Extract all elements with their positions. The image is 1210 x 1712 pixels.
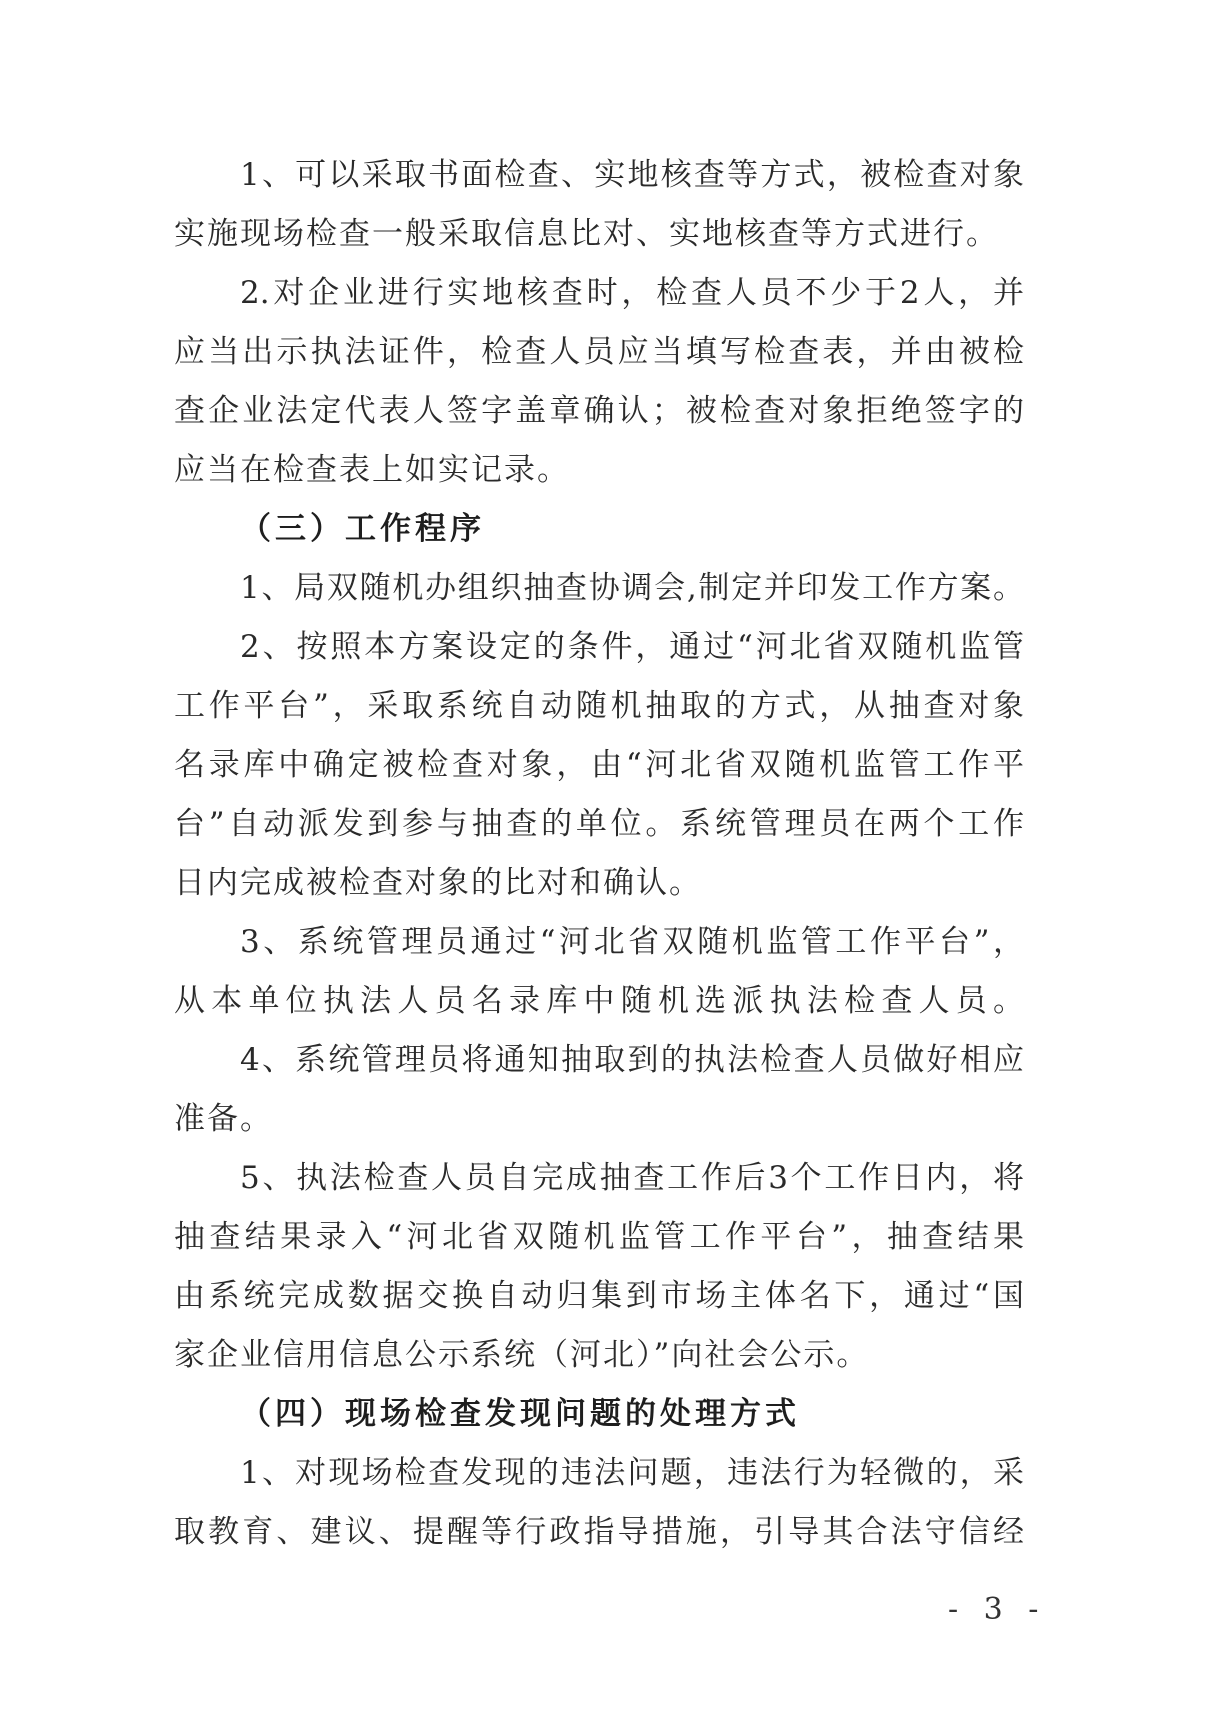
text-line: 实施现场检查一般采取信息比对、实地核查等方式进行。 xyxy=(174,216,999,252)
text-line: （四）现场检查发现问题的处理方式 xyxy=(240,1396,800,1432)
text-line: 1、可以采取书面检查、实地核查等方式，被检查对象 xyxy=(240,157,1024,193)
text-line: 日内完成被检查对象的比对和确认。 xyxy=(174,865,702,901)
text-line: 4、系统管理员将通知抽取到的执法检查人员做好相应 xyxy=(240,1042,1024,1078)
paragraph xyxy=(174,913,1024,1031)
paragraph xyxy=(174,618,1024,913)
text-line: 5、执法检查人员自完成抽查工作后3个工作日内，将 xyxy=(240,1160,1024,1196)
paragraph xyxy=(174,1444,1024,1562)
paragraph xyxy=(174,1149,1024,1385)
text-line: 1、对现场检查发现的违法问题，违法行为轻微的，采 xyxy=(240,1455,1024,1491)
text-line: 从本单位执法人员名录库中随机选派执法检查人员。 xyxy=(174,983,1024,1019)
section-heading xyxy=(174,1385,1024,1444)
document-body xyxy=(174,146,1024,1562)
text-line: （三）工作程序 xyxy=(240,511,485,547)
text-line: 应当出示执法证件，检查人员应当填写检查表，并由被检 xyxy=(174,334,1024,370)
text-line: 2、按照本方案设定的条件，通过“河北省双随机监管 xyxy=(240,629,1024,665)
text-line: 工作平台”，采取系统自动随机抽取的方式，从抽查对象 xyxy=(174,688,1024,724)
text-line: 2.对企业进行实地核查时，检查人员不少于2人，并 xyxy=(240,275,1024,311)
paragraph xyxy=(174,264,1024,500)
text-line: 抽查结果录入“河北省双随机监管工作平台”，抽查结果 xyxy=(174,1219,1024,1255)
paragraph xyxy=(174,559,1024,618)
paragraph xyxy=(174,146,1024,264)
section-heading xyxy=(174,500,1024,559)
text-line: 3、系统管理员通过“河北省双随机监管工作平台”， xyxy=(240,924,1024,960)
text-line: 台”自动派发到参与抽查的单位。系统管理员在两个工作 xyxy=(174,806,1024,842)
paragraph xyxy=(174,1031,1024,1149)
page-number: - 3 - xyxy=(948,1592,1047,1627)
text-line: 1、局双随机办组织抽查协调会,制定并印发工作方案。 xyxy=(240,570,1024,606)
text-line: 查企业法定代表人签字盖章确认；被检查对象拒绝签字的 xyxy=(174,393,1024,429)
text-line: 取教育、建议、提醒等行政指导措施，引导其合法守信经 xyxy=(174,1514,1024,1550)
text-line: 由系统完成数据交换自动归集到市场主体名下，通过“国 xyxy=(174,1278,1024,1314)
text-line: 家企业信用信息公示系统（河北）”向社会公示。 xyxy=(174,1337,870,1373)
text-line: 应当在检查表上如实记录。 xyxy=(174,452,570,488)
text-line: 名录库中确定被检查对象，由“河北省双随机监管工作平 xyxy=(174,747,1024,783)
text-line: 准备。 xyxy=(174,1101,273,1137)
